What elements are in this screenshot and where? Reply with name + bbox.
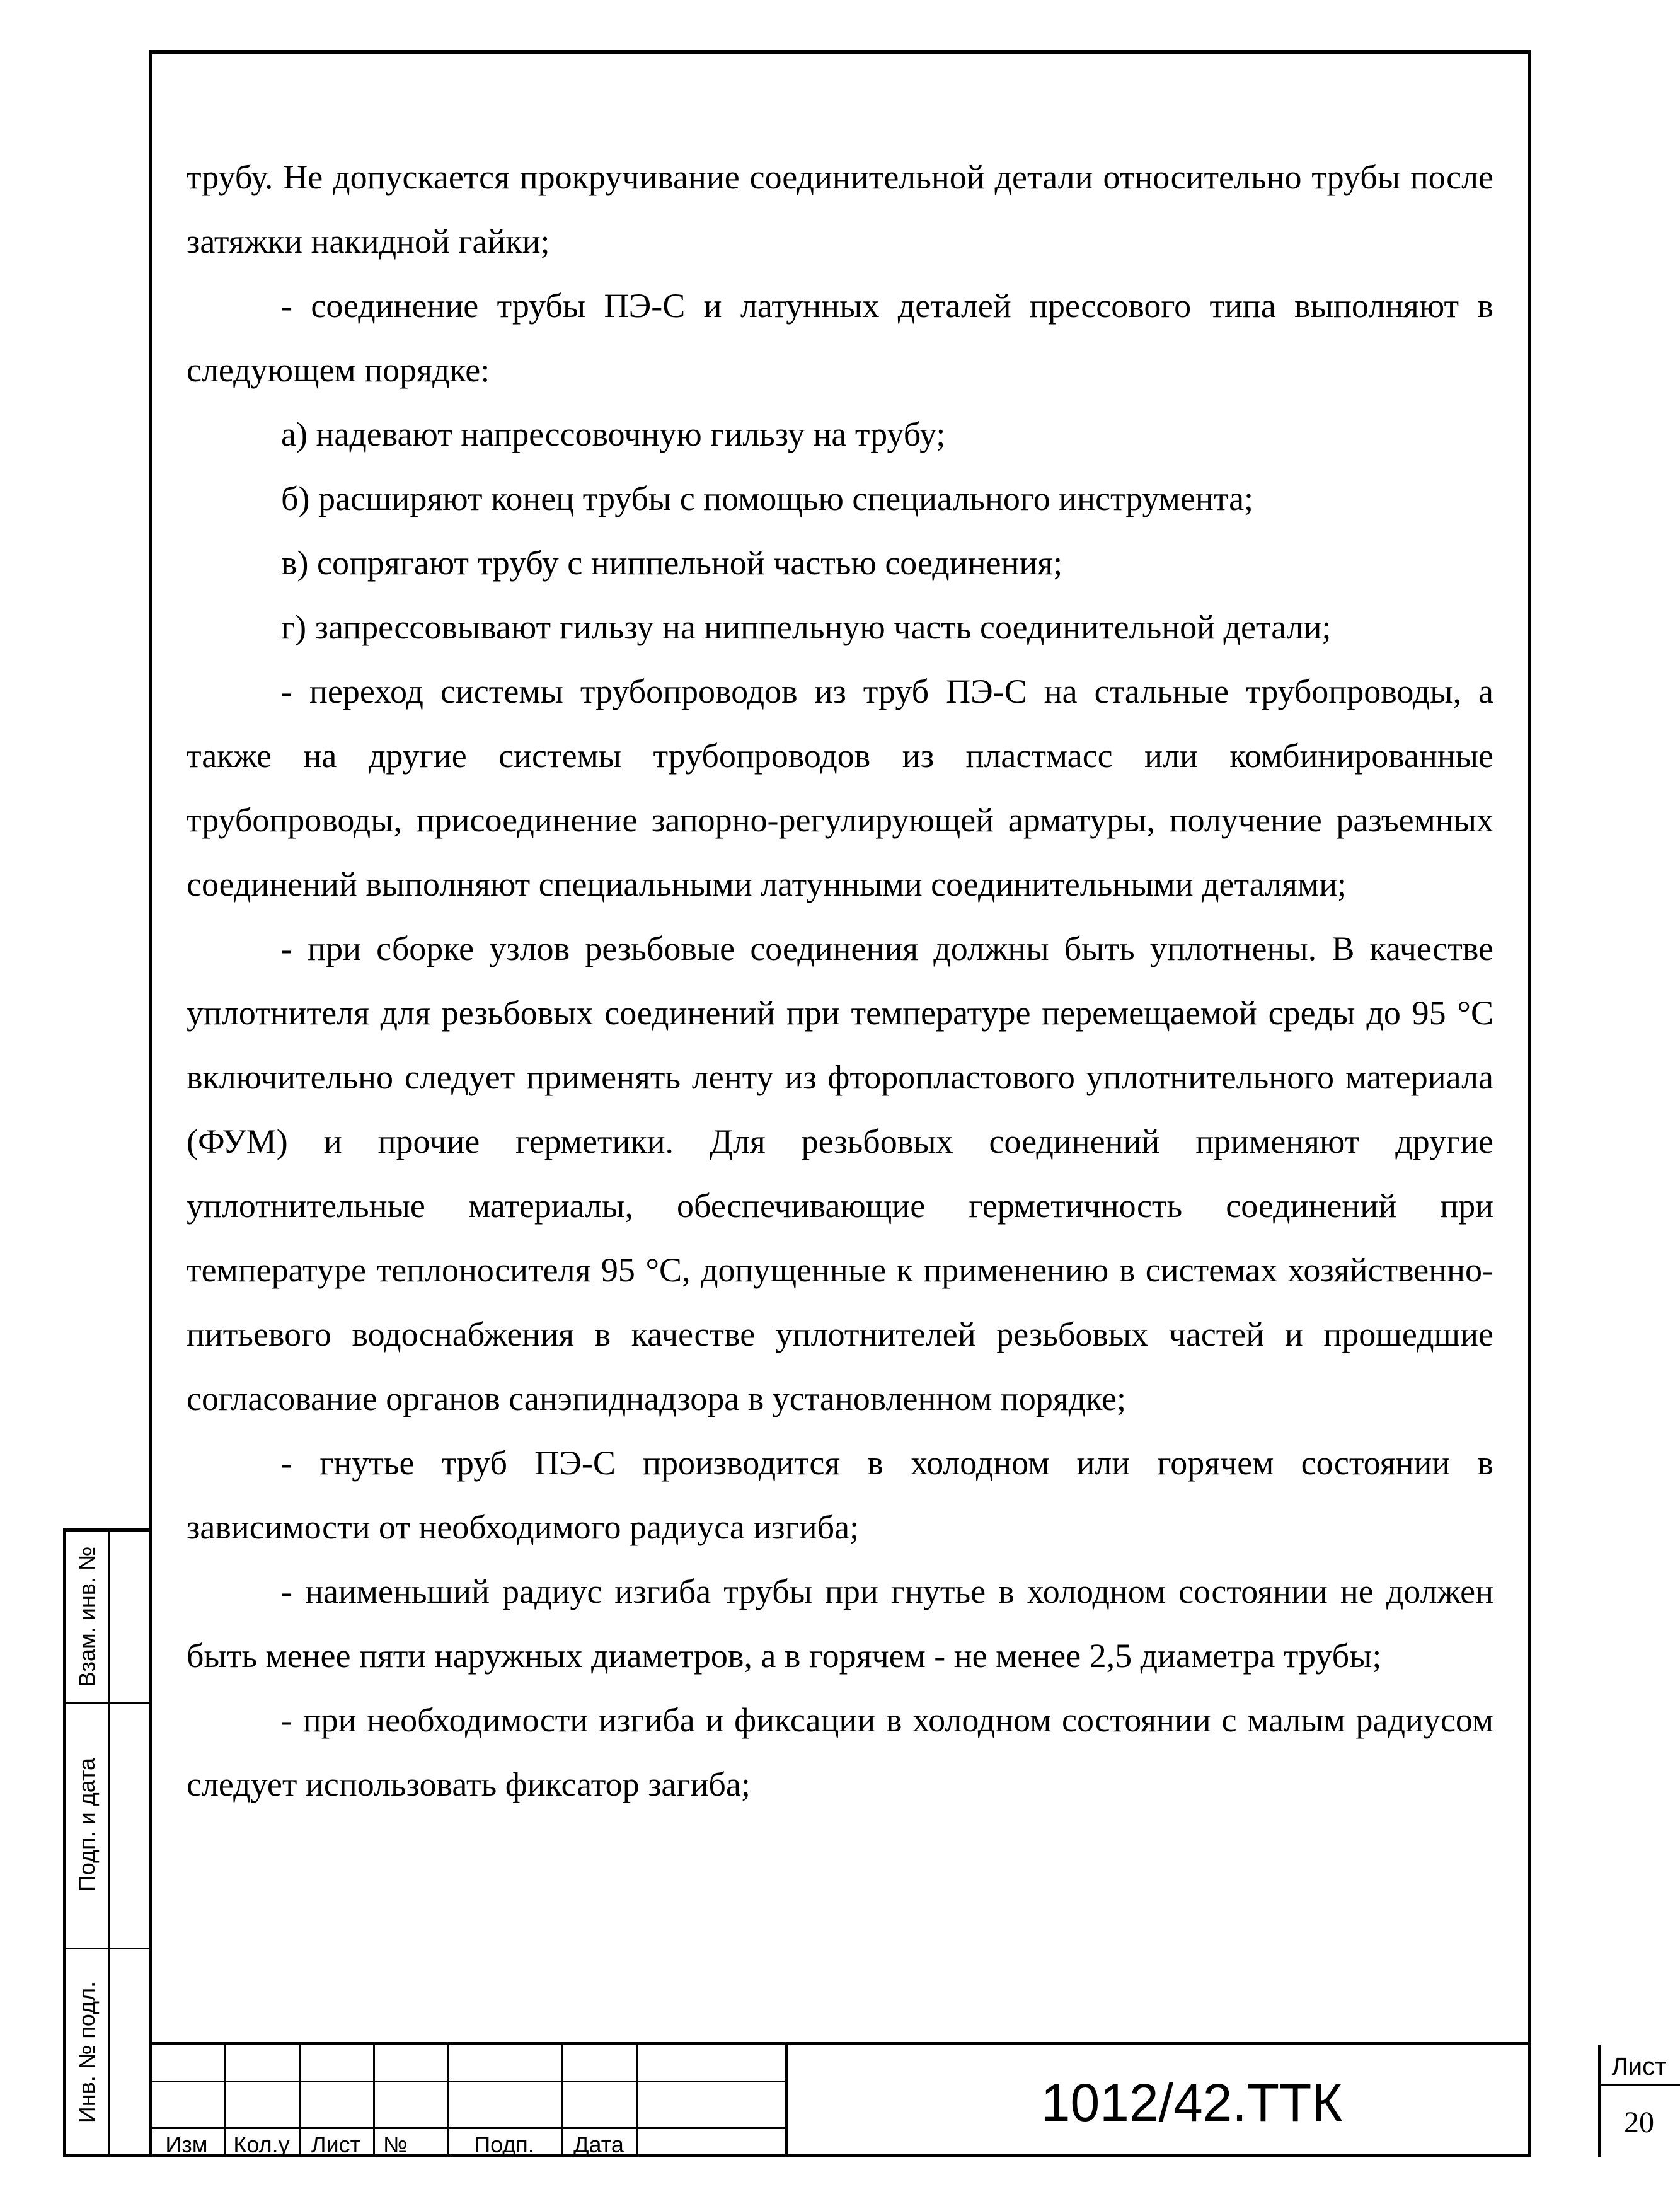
paragraph: трубу. Не допускается прокручивание соединительной детали относительно трубы после затяжки накидной гайки; [187, 158, 1493, 260]
podp-data-cell [66, 1702, 108, 1948]
list-item: а) надевают напрессовочную гильзу на трубу; [281, 415, 946, 453]
kol-uch-label: Кол.у [233, 2132, 290, 2157]
vzam-inv-cell [66, 1532, 108, 1702]
stamp-row-line [149, 2081, 785, 2082]
paragraph: - гнутье труб ПЭ-С производится в холодном или горячем состоянии в зависимости от необходимого радиуса изгиба; [187, 1444, 1493, 1546]
data-col-label: Дата [573, 2132, 624, 2157]
paragraph: - при сборке узлов резьбовые соединения должны быть уплотнены. В качестве уплотнителя для резьбовых соединений при температуре перемещаемой среды до 95 °С включительно следует применять ленту из фторопластового уплотнительного материала (ФУМ) и прочие герметики. Для резьбовых соединений применяют другие уплотнительные материалы, обеспечивающие герметичность соединений при температуре теплоносителя 95 °С, допущенные к применению в системах хозяйственно-питьевого водоснабжения в качестве уплотнителей резьбовых частей и прошедшие согласование органов санэпиднадзора в установленном порядке; [187, 930, 1493, 1417]
paragraph: - соединение трубы ПЭ-С и латунных деталей прессового типа выполняют в следующем порядке: [187, 287, 1493, 389]
list-item: в) сопрягают трубу с ниппельной частью соединения; [281, 544, 1063, 582]
paragraph: - переход системы трубопроводов из труб ПЭ-С на стальные трубопроводы, а также на другие системы трубопроводов из пластмасс или комбинированные трубопроводы, присоединение запорно-регулирующей арматуры, получение разъемных соединений выполняют специальными латунными соединительными деталями; [187, 673, 1493, 903]
sheet-label: Лист [1611, 2052, 1667, 2081]
paragraph: - при необходимости изгиба и фиксации в холодном состоянии с малым радиусом следует использовать фиксатор загиба; [187, 1701, 1493, 1803]
izm-label: Изм [165, 2132, 208, 2157]
inv-podl-label: Инв. № подл. [74, 1981, 100, 2123]
list-item: г) запрессовывают гильзу на ниппельную часть соединительной детали; [281, 608, 1332, 646]
stamp-row-line [149, 2127, 785, 2129]
sheet-number: 20 [1624, 2105, 1654, 2139]
stamp-divider [636, 2045, 638, 2157]
title-block [149, 2042, 1667, 2157]
paragraph: - наименьший радиус изгиба трубы при гнутье в холодном состоянии не должен быть менее пяти наружных диаметров, а в горячем - не менее 2,5 диаметра трубы; [187, 1573, 1493, 1675]
vzam-inv-label: Взам. инв. № [74, 1546, 100, 1687]
side-divider [108, 1532, 110, 2154]
document-body [187, 145, 1493, 1816]
doc-number-label: № [383, 2132, 408, 2157]
document-code: 1012/42.ТТК [1040, 2072, 1343, 2132]
inv-podl-cell [66, 1948, 108, 2157]
podp-col-label: Подп. [474, 2132, 534, 2157]
side-strip [63, 1528, 149, 2157]
list-col-label: Лист [311, 2132, 361, 2157]
list-item: б) расширяют конец трубы с помощью специального инструмента; [281, 480, 1254, 517]
podp-data-label: Подп. и дата [74, 1757, 100, 1892]
